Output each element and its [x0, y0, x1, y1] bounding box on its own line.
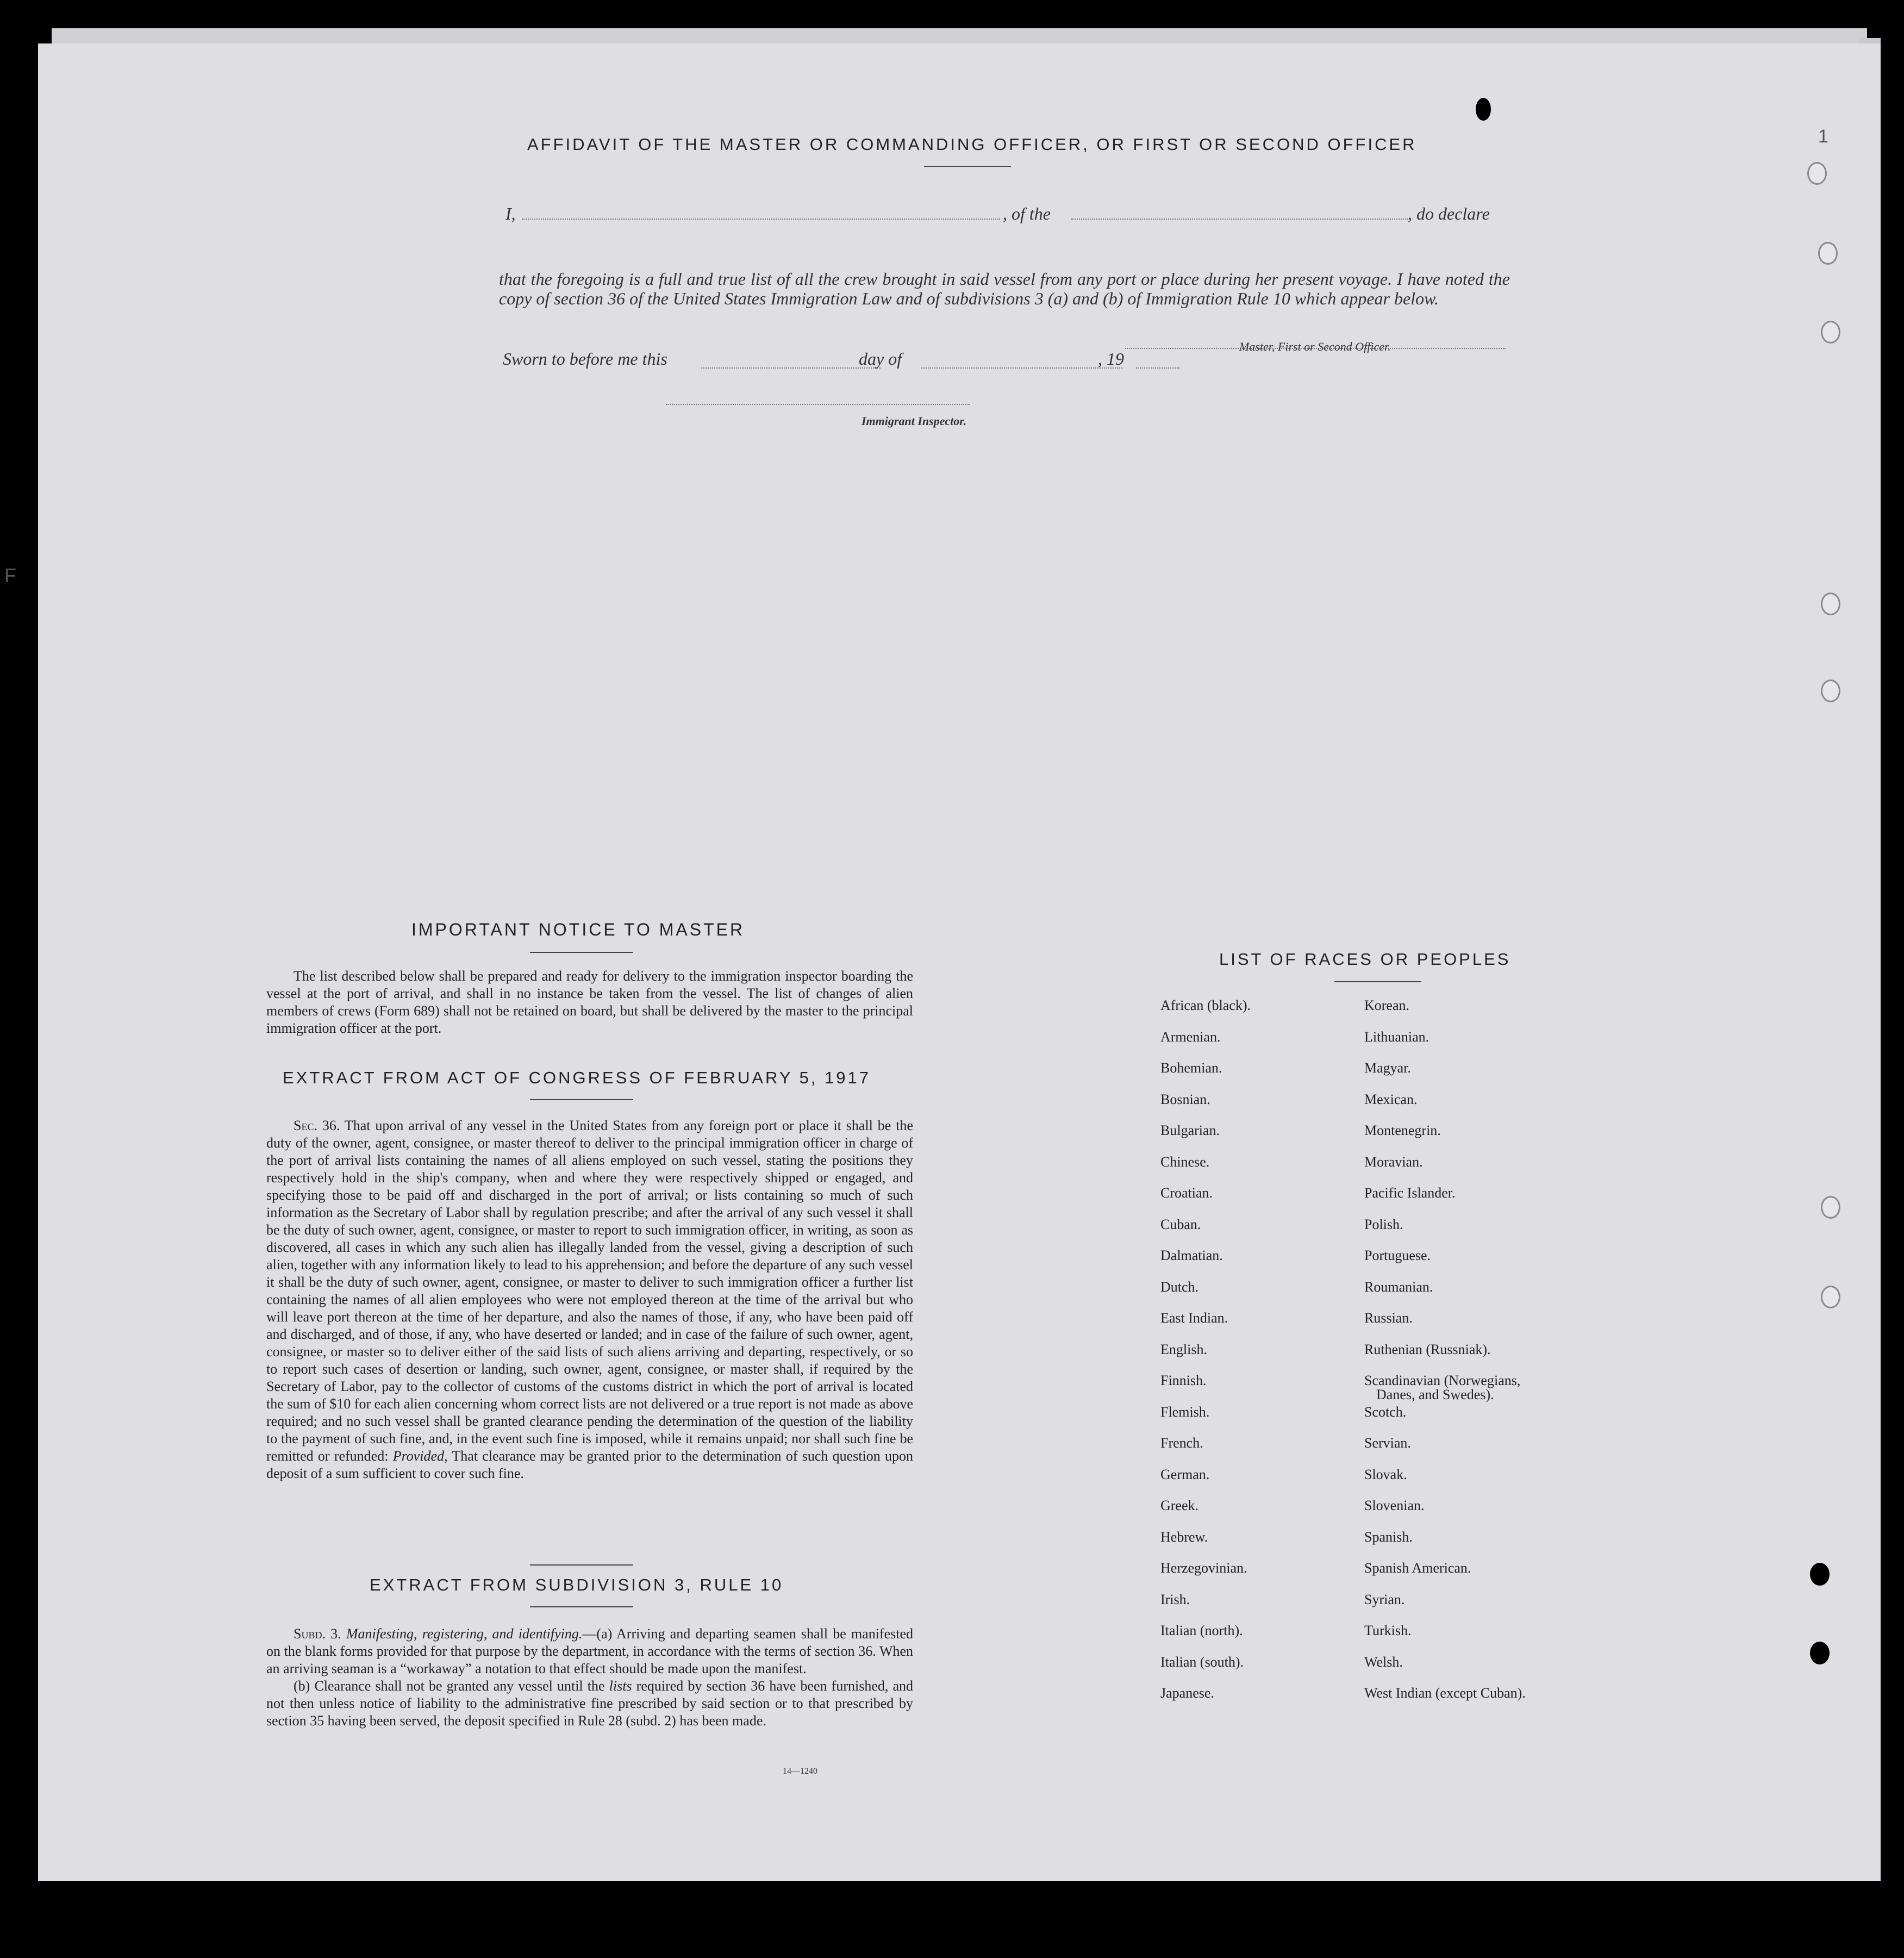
- race-item: Finnish.: [1160, 1373, 1207, 1388]
- margin-letter: F: [4, 564, 16, 587]
- race-item: Polish.: [1364, 1216, 1403, 1232]
- punch-hole: [1810, 1563, 1830, 1586]
- signature-label: Master, First or Second Officer.: [1239, 340, 1391, 353]
- affidavit-title: AFFIDAVIT OF THE MASTER OR COMMANDING OFFICER, OR FIRST OR SECOND OFFICER: [527, 135, 1417, 154]
- punch-hole: [1821, 679, 1840, 702]
- race-item: Flemish.: [1160, 1404, 1210, 1420]
- race-item: Japanese.: [1160, 1685, 1214, 1701]
- notice-title: IMPORTANT NOTICE TO MASTER: [411, 920, 745, 939]
- punch-hole: [1821, 321, 1840, 344]
- divider: [530, 1099, 633, 1100]
- race-item: Lithuanian.: [1364, 1028, 1429, 1045]
- act-text: That upon arrival of any vessel in the United States from any foreign port or place it shall be the duty of the owner, agent, consignee, or master thereof to deliver to the principal immigration officer in charge of the port of arrival lists containing the names of all aliens employed on such vessel, stating the positions they respectively hold in the ship's company, when and where they were respectively shipped or engaged, and specifying those to be paid off and discharged in the port of arrival; or lists containing so much of such information as the Secretary of Labor shall by regulation prescribe; and after the arrival of any such vessel it shall be the duty of such owner, agent, consignee, or master to report to such immigration officer, in writing, as soon as discovered, all cases in which any such alien has illegally landed from the vessel, giving a description of such alien, together with any information likely to lead to his apprehension; and before the departure of any such vessel it shall be the duty of such owner, agent, consignee, or master to deliver to such immigration officer a further list containing the names of all alien employees who were not employed thereon at the time of the arrival but who will leave port thereon at the time of her departure, and also the names of those, if any, who have been paid off and discharged, and of those, if any, who have deserted or landed; and in case of the failure of such owner, agent, consignee, or master so to deliver either of the said lists of such aliens arriving and departing, respectively, or so to report such cases of desertion or landing, such owner, agent, consignee, or master shall, if required by the Secretary of Labor, pay to the collector of customs of the customs district in which the port of arrival is located the sum of $10 for each alien concerning whom correct lists are not delivered or a true report is not made as above required; and no such vessel shall be granted clearance pending the determination of the question of the liability to the payment of such fine, and, in the event such fine is imposed, while it remains unpaid; nor shall such fine be remitted or refunded:: [266, 1118, 914, 1464]
- subd-label: Subd. 3.: [294, 1626, 341, 1642]
- race-item: Roumanian.: [1364, 1279, 1433, 1295]
- divider: [530, 952, 633, 953]
- year-blank: [1136, 367, 1179, 369]
- race-item: Montenegrin.: [1364, 1123, 1441, 1138]
- race-item: Magyar.: [1364, 1060, 1411, 1076]
- day-of-text: day of: [859, 349, 902, 369]
- subd-heading: Manifesting, registering, and identifying.: [346, 1626, 583, 1642]
- race-item: Mexican.: [1364, 1091, 1418, 1107]
- race-item: East Indian.: [1160, 1310, 1228, 1326]
- part-b-lists: lists: [609, 1678, 632, 1694]
- race-item: Korean.: [1364, 997, 1410, 1013]
- race-item: Welsh.: [1364, 1654, 1403, 1670]
- punch-hole: [1810, 1642, 1830, 1664]
- punch-hole: [1821, 593, 1840, 615]
- race-item: Portuguese.: [1364, 1248, 1431, 1263]
- race-item: English.: [1160, 1341, 1207, 1357]
- race-item: Russian.: [1364, 1310, 1413, 1326]
- race-item: Slovenian.: [1364, 1498, 1425, 1513]
- divider: [924, 166, 1011, 167]
- act-body: [266, 1117, 913, 1482]
- month-blank: [921, 367, 1122, 369]
- notice-body: The list described below shall be prepared and ready for delivery to the immigration inspector boarding the vessel at the port of arrival, and shall in no instance be taken from the vessel. The list of changes of alien members of crews (Form 689) shall not be retained on board, but shall be delivered by the master to the principal immigration officer at the port.: [266, 968, 913, 1036]
- race-item: Italian (south).: [1160, 1654, 1244, 1670]
- affidavit-body: that the foregoing is a full and true list of all the crew brought in said vessel from any port or place during her present voyage. I have noted the copy of section 36 of the United States Immigration Law and of subdivisions 3 (a) and (b) of Immigration Rule 10 which appear below.: [499, 269, 1510, 308]
- sworn-text: Sworn to before me this: [503, 349, 667, 369]
- race-item: Ruthenian (Russniak).: [1364, 1341, 1491, 1357]
- punch-hole: [1818, 242, 1838, 265]
- year-text: , 19: [1098, 349, 1124, 369]
- form-number: 14—1240: [783, 1767, 817, 1776]
- divider: [530, 1606, 633, 1607]
- race-item: Italian (north).: [1160, 1623, 1243, 1638]
- paper-edge-back: [52, 28, 1867, 45]
- race-item: Moravian.: [1364, 1153, 1423, 1170]
- race-item: African (black).: [1160, 997, 1251, 1013]
- race-item: Pacific Islander.: [1364, 1185, 1456, 1201]
- race-item: Irish.: [1160, 1591, 1190, 1607]
- race-item: Danes, and Swedes).: [1376, 1387, 1494, 1402]
- divider: [1334, 981, 1421, 982]
- race-item: Dalmatian.: [1160, 1248, 1223, 1263]
- race-item: French.: [1160, 1435, 1203, 1451]
- race-item: West Indian (except Cuban).: [1364, 1685, 1526, 1701]
- act-title: EXTRACT FROM ACT OF CONGRESS OF FEBRUARY 5, 1917: [283, 1068, 871, 1087]
- inspector-label: Immigrant Inspector.: [862, 414, 967, 428]
- race-item: Chinese.: [1160, 1153, 1210, 1170]
- race-item: Slovak.: [1364, 1466, 1407, 1482]
- inspector-blank: [666, 404, 970, 405]
- race-item: Croatian.: [1160, 1185, 1213, 1201]
- race-item: Bulgarian.: [1160, 1123, 1220, 1138]
- affidavit-of-the: , of the: [1003, 204, 1051, 223]
- part-a-text: Arriving and departing seamen shall be manifested on the blank forms provided for that purpose by the department, in accordance with the terms of section 36. When an arriving seaman is a “workaway” a notation to that effect should be made upon the manifest.: [266, 1626, 913, 1676]
- act-text-end: That clearance may be granted prior to the determination of such question upon deposit of a sum sufficient to cover such fine.: [266, 1448, 914, 1481]
- sworn-day-blank: [701, 367, 881, 369]
- race-item: Greek.: [1160, 1498, 1199, 1513]
- vessel-blank: [1071, 219, 1408, 220]
- part-b-marker: (b): [294, 1678, 310, 1694]
- race-item: Scotch.: [1364, 1404, 1407, 1420]
- race-item: Cuban.: [1160, 1216, 1201, 1232]
- sec-label: Sec. 36.: [294, 1118, 340, 1133]
- punch-hole: [1821, 1196, 1840, 1219]
- affidavit-i: I,: [505, 204, 516, 223]
- race-item: Scandinavian (Norwegians,: [1364, 1373, 1521, 1388]
- punch-hole: [1476, 98, 1491, 121]
- race-item: Servian.: [1364, 1435, 1411, 1451]
- race-item: Syrian.: [1364, 1591, 1405, 1607]
- name-blank: [522, 219, 1000, 220]
- rule-body: [266, 1625, 913, 1730]
- rule-title: EXTRACT FROM SUBDIVISION 3, RULE 10: [370, 1575, 784, 1594]
- race-item: Turkish.: [1364, 1623, 1412, 1638]
- affidavit-declare: , do declare: [1408, 204, 1490, 223]
- punch-hole: [1821, 1286, 1840, 1308]
- punch-hole: [1807, 162, 1827, 185]
- race-item: Herzegovinian.: [1160, 1560, 1247, 1576]
- document-page: [4, 43, 1881, 1881]
- race-item: Spanish American.: [1364, 1560, 1471, 1576]
- part-b-text-1: Clearance shall not be granted any vessel until the: [314, 1678, 605, 1694]
- provided-text: Provided,: [392, 1448, 448, 1464]
- races-list: [1160, 997, 1758, 1769]
- race-item: Bosnian.: [1160, 1091, 1210, 1107]
- part-a-marker: —(a): [582, 1626, 613, 1642]
- race-item: Hebrew.: [1160, 1529, 1208, 1545]
- races-title: LIST OF RACES OR PEOPLES: [1219, 950, 1511, 969]
- part-b-text-2: required by section 36 have been furnished, and not then unless notice of liability to the administrative fine prescribed by said section or to that prescribed by section 35 having been served, the deposit specified in Rule 28 (subd. 2) has been made.: [266, 1678, 914, 1729]
- divider: [530, 1564, 633, 1566]
- race-item: Spanish.: [1364, 1529, 1413, 1545]
- race-item: Dutch.: [1160, 1279, 1199, 1295]
- race-item: German.: [1160, 1466, 1210, 1482]
- race-item: Armenian.: [1160, 1028, 1221, 1045]
- margin-number: 1: [1818, 126, 1828, 147]
- race-item: Bohemian.: [1160, 1060, 1222, 1076]
